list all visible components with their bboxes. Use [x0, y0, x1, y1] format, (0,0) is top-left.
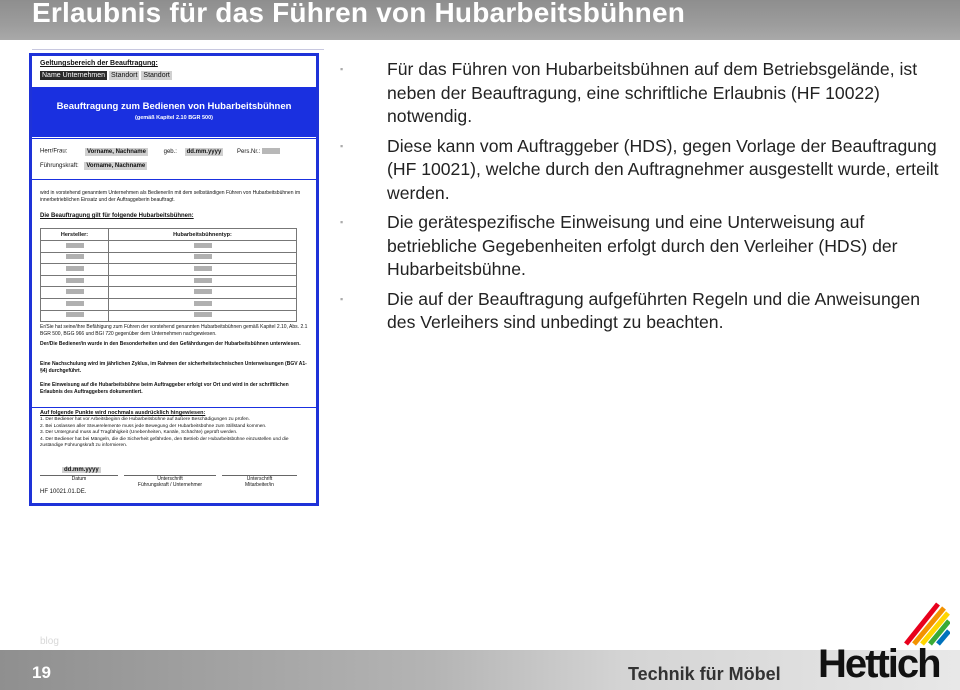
points-heading: Auf folgende Punkte wird nochmals ausdrücklich hingewiesen:: [40, 410, 206, 416]
valid-for-heading: Die Beauftragung gilt für folgende Hubarbeitsbühnen:: [40, 213, 194, 219]
form-banner: [32, 87, 316, 137]
bullet-marker-icon: ▪: [340, 217, 344, 227]
retraining-text: Eine Nachschulung wird im jährlichen Zyklus, im Rahmen der sicherheitstechnischen Unterweisungen (BGV A1-§4) durchgeführt.: [40, 361, 307, 374]
scope-options: [40, 71, 172, 80]
bullet-list: [340, 58, 940, 341]
col-manufacturer: Hersteller:: [41, 229, 109, 241]
dob-value: dd.mm.yyyy: [186, 148, 222, 155]
person-row: [40, 148, 280, 155]
bullet-marker-icon: ▪: [340, 293, 344, 304]
supervisor-label: Führungskraft:: [40, 163, 79, 169]
bullet-marker-icon: ▪: [340, 140, 344, 151]
supervisor-value: Vorname, Nachname: [86, 163, 146, 169]
table-row: [41, 252, 297, 264]
person-section: [32, 138, 316, 180]
points-list: [40, 417, 308, 450]
table-row: [41, 287, 297, 299]
bullet-item: ▪ Diese kann vom Auftraggeber (HDS), gegen Vorlage der Beauftragung (HF 10021), welche durch den Auftragnehmer ausgestellt wurde, erteilt werden.: [340, 135, 939, 203]
table-row: [41, 275, 297, 287]
slide-title: Erlaubnis für das Führen von Hubarbeitsbühnen: [32, 0, 686, 28]
supervisor-row: [40, 163, 147, 169]
table-row: [41, 298, 297, 310]
signature-date: dd.mm.yyyy: [64, 467, 99, 473]
persnr-label: Pers.Nr.:: [237, 148, 261, 155]
assignment-form-image: [29, 53, 319, 506]
signature-caption: Unterschrift Führungskraft / Unternehmer: [137, 476, 203, 488]
qualification-text: Er/Sie hat seine/ihre Befähigung zum Führen der vorstehend genannten Hubarbeitsbühnen gemäß Kapitel 2.10, Abs. 2.1 BGR 500, BGG 966 und BGI 720 gegenüber dem Unternehmen nachgewiesen.: [40, 324, 308, 337]
platform-table: [40, 228, 297, 322]
scope-location-2: Standort: [143, 72, 170, 79]
form-banner-subtitle: (gemäß Kapitel 2.10 BGR 500): [135, 115, 213, 121]
table-row: [41, 310, 297, 322]
scope-location-1: Standort: [110, 72, 138, 79]
logo-wordmark: Hettich: [818, 642, 940, 686]
intro-text: wird in vorstehend genanntem Unternehmen als Bediener/in mit dem selbständigen Führen von Hubarbeitsbühnen im innerbetrieblichen Einsatz und der Auftraggeberin beauftragt.: [40, 190, 301, 203]
page-number: 19: [32, 663, 51, 682]
bullet-item: ▪ Die gerätespezifische Einweisung und eine Unterweisung auf betriebliche Gegebenheiten erfolgt durch den Verleiher (HDS) der Hubarbeitsbühne.: [340, 212, 898, 279]
signature-section: [40, 466, 297, 488]
scope-company: Name Unternehmen: [42, 72, 106, 79]
form-banner-title: Beauftragung zum Bedienen von Hubarbeitsbühnen: [56, 101, 292, 112]
hazard-text: Der/Die Bediener/in wurde in den Besonderheiten und den Gefährdungen der Hubarbeitsbühnen unterwiesen.: [40, 341, 301, 347]
point-item: 3. Der Untergrund muss auf Tragfähigkeit (Unebenheiten, Kanäle, Schächte) geprüft werden.: [40, 430, 238, 435]
bullet-item: ▪ Für das Führen von Hubarbeitsbühnen auf dem Betriebsgelände, ist neben der Beauftragung, eine schriftliche Erlaubnis (HF 10022) notwendig.: [340, 59, 918, 126]
company-slogan: Technik für Möbel: [628, 664, 781, 684]
bullet-marker-icon: ▪: [340, 64, 344, 74]
point-item: 4. Der Bediener hat bei Mängeln, die die Sicherheit gefährden, den Betrieb der Hubarbeitsbühne einzustellen und die zuständige Führungskraft zu informieren.: [40, 436, 289, 448]
hettich-logo: [816, 600, 950, 686]
person-value: Vorname, Nachname: [87, 148, 146, 155]
col-type: Hubarbeitsbühnentyp:: [109, 229, 297, 241]
scope-title: Geltungsbereich der Beauftragung:: [40, 60, 158, 67]
form-code: HF 10021.01.DE.: [40, 489, 87, 495]
table-header-row: [41, 229, 297, 241]
briefing-text: Eine Einweisung auf die Hubarbeitsbühne beim Auftraggeber erfolgt vor Ort und wird in der schriftlichen Erlaubnis des Auftraggebers dokumentiert.: [40, 382, 289, 395]
dob-label: geb.:: [163, 148, 177, 155]
person-label: Herr/Frau:: [40, 148, 68, 155]
point-item: 2. Bei Loslassen aller Steuerelemente muss jede Bewegung der Hubarbeitsbühne zum Stillstand kommen.: [40, 423, 267, 429]
form-top-rule: [32, 49, 324, 50]
table-row: [41, 241, 297, 253]
point-item: 1. Der Bediener hat vor Arbeitsbeginn die Hubarbeitsbühne auf äußere Beschädigungen zu prüfen.: [40, 417, 250, 422]
watermark-text: blog: [40, 636, 59, 647]
table-row: [41, 264, 297, 276]
title-bar: [0, 0, 960, 40]
signature-caption: Unterschrift Mitarbeiter/in: [245, 476, 274, 488]
form-separator: [32, 407, 316, 408]
bullet-item: ▪ Die auf der Beauftragung aufgeführten Regeln und die Anweisungen des Verleihers sind unbedingt zu beachten.: [340, 288, 921, 332]
persnr-value-box: [262, 148, 280, 154]
signature-caption: Datum: [71, 476, 87, 482]
